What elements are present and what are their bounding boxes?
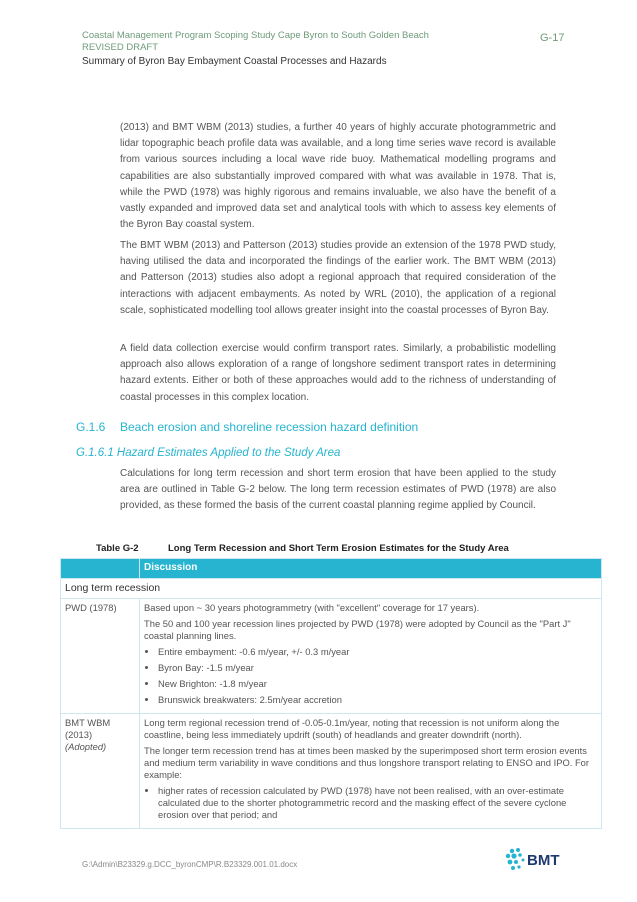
table-header-row — [61, 559, 602, 579]
row-text: The longer term recession trend has at times been masked by the superimposed short term erosion events and medium term variability in wave conditions and thus longshore transport relating to ENSO and IPO. For example: — [144, 745, 590, 780]
section-number: G.1.6 — [76, 420, 106, 434]
section-heading — [76, 420, 418, 434]
table-caption-text: Long Term Recession and Short Term Erosion Estimates for the Study Area — [168, 543, 509, 554]
list-item: • New Brighton: -1.8 m/year — [158, 678, 597, 690]
paragraph-4: Calculations for long term recession and short term erosion that have been applied to the study area are outlined in Table G-2 below. The long term recession estimates of PWD (1978) are also provided, as these formed the basis of the current coastal planning regime applied by Council. — [120, 468, 556, 512]
table-section-label: Long term recession — [61, 579, 602, 599]
bullet-list — [144, 785, 597, 821]
row-source-name: BMT WBM (2013) — [65, 717, 111, 740]
list-item: • Brunswick breakwaters: 2.5m/year accretion — [158, 694, 597, 706]
paragraph-1: (2013) and BMT WBM (2013) studies, a further 40 years of highly accurate photogrammetric and lidar topographic beach profile data was available, and a long time series wave record is available from various sources including a local wave ride buoy. Mathematical modelling programs and capabilities are also substantially improved compared with what was available in 1978. That is, while the PWD (1978) was highly rigorous and remains invaluable, we also have the benefit of a vastly expanded and improved data set and analytical tools with which to assess key elements of the Byron Bay coastal system. — [120, 122, 556, 231]
table-caption-label: Table G-2 — [96, 543, 139, 554]
bullet-list — [144, 646, 597, 706]
logo-text: BMT — [527, 852, 560, 869]
list-item: • Entire embayment: -0.6 m/year, +/- 0.3 m/year — [158, 646, 597, 658]
row-source: PWD (1978) — [61, 599, 140, 714]
section-title: Beach erosion and shoreline recession hazard definition — [120, 420, 419, 434]
row-adopted-note: (Adopted) — [65, 741, 107, 752]
header-section: Summary of Byron Bay Embayment Coastal Processes and Hazards — [82, 56, 387, 67]
table-caption — [96, 543, 509, 554]
row-discussion — [140, 599, 602, 714]
subsection-heading: G.1.6.1 Hazard Estimates Applied to the Study Area — [76, 447, 341, 459]
table-header-discussion: Discussion — [140, 559, 602, 579]
footer-path: G:\Admin\B23329.g.DCC_byronCMP\R.B23329.001.01.docx — [82, 860, 298, 869]
row-text: Long term regional recession trend of -0.05-0.1m/year, noting that recession is not uniform along the coastline, being less immediately updrift (south) of headlands and greater downdrift (north). — [144, 717, 560, 740]
row-source — [61, 714, 140, 829]
page-number: G-17 — [540, 32, 565, 44]
row-text: The 50 and 100 year recession lines projected by PWD (1978) were adopted by Council as the "Part J" coastal planning lines. — [144, 618, 571, 641]
header-title: Coastal Management Program Scoping Study Cape Byron to South Golden Beach — [82, 30, 429, 41]
list-item: • Byron Bay: -1.5 m/year — [158, 662, 597, 674]
paragraph-3: A field data collection exercise would confirm transport rates. Similarly, a probabilistic modelling approach also allows exploration of a range of longshore sediment transport rates in determining hazard extents. Either or both of these approaches would add to the richness of understanding of coastal processes in this complex location. — [120, 343, 556, 403]
row-discussion — [140, 714, 602, 829]
header-draft: REVISED DRAFT — [82, 42, 159, 53]
table-row — [61, 714, 602, 829]
paragraph-2: The BMT WBM (2013) and Patterson (2013) studies provide an extension of the 1978 PWD study, having utilised the data and incorporated the findings of the earlier work. The BMT WBM (2013) and Patterson (2013) studies also adopt a regional approach that required consideration of the interactions with adjacent embayments. As noted by WRL (2010), the application of a regional scale, sophisticated modelling tool allows greater insight into the coastal processes of Byron Bay. — [120, 240, 556, 316]
table-header-source — [61, 559, 140, 579]
list-item: • higher rates of recession calculated by PWD (1978) have not been realised, with an over-estimate calculated due to the shorter photogrammetric record and the masking effect of the severe cyclone erosion over that period; and — [158, 785, 597, 821]
row-text: Based upon ~ 30 years photogrammetry (with "excellent" coverage for 17 years). — [144, 602, 480, 613]
recession-table — [60, 558, 602, 829]
table-row — [61, 599, 602, 714]
table-section-row — [61, 579, 602, 599]
